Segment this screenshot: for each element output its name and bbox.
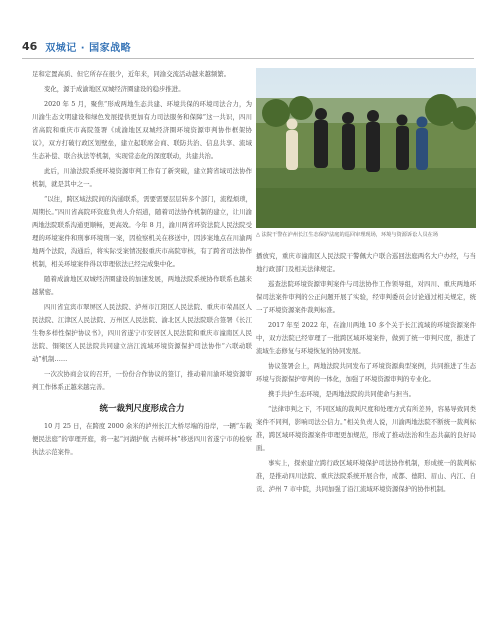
- paragraph: 随着成渝地区双城经济圈建设的加速发展，两地法院系统协作联系也越来越紧密。: [32, 275, 252, 296]
- paragraph: 协议签署会上，两地法院共同发布了环境资源典型案例，共同推进了生态环境与资源保护审判的一体化，加强了环境资源审判的专业化。: [256, 362, 476, 383]
- paragraph: 播放究，重庆市潼南区人民法院干警佩大户联合巡回法庭两名大户办经，与当地行政部门及相关法律规定。: [256, 252, 476, 273]
- paragraph: 四川省宜宾市翠屏区人民法院、泸州市江阳区人民法院、重庆市荣昌区人民法院、江津区人民法院、万州区人民法院、渝北区人民法院联合签署《长江生物多样性保护协议书》，四川省遂宁市安居区人民法院和重庆市潼南区人民法院、铜梁区人民法院共同建立涪江流域环境资源保护司法协作“六联动联动”机制……: [32, 303, 252, 363]
- right-column: [256, 250, 476, 498]
- paragraph: 巡查法院环境资源审判案件与司法协作工作领导组，对四川、重庆两地环保司法案件审判的公正问题开展了实验，经审判委员会讨论通过相关规定，统一了环境资源案件裁判标准。: [256, 280, 476, 314]
- page-number: 46: [22, 39, 38, 53]
- paragraph: 2017 年至 2022 年，在渝川两地 10 多个关于长江流域的环境资源案件中，双方法院已经审理了一批跨区域环境案件，做到了统一审判尺度，推进了流域生态修复与环境恢复的协同发展。: [256, 321, 476, 355]
- paragraph: 10 月 25 日，在跨度 2000 余米的泸州长江大桥尽端的沿岸，一辆“车载便民法庭”的审理开庭，将一起“河湖护航 古树环林”移送四川省遂宁市的检察执法示范案件。: [32, 422, 252, 456]
- paragraph: “法律审判之下，不同区域的裁判尺度和处理方式有所差异，容易导致同类案件不同判，影响司法公信力。”相关负责人说，川渝两地法院不断统一裁判标准，跨区域环境资源案件审理更加规范，形成了推动法治和生态共赢的良好局面。: [256, 405, 476, 452]
- paragraph: 2020 年 5 月，聚焦“形成两地生态共建、环境共保的环境司法合力，为川渝生态文明建设和绿色发展提供更加有力司法服务和保障”这一共识，四川省高院和重庆市高院签署《成渝地区双城经济圈环境资源审判协作框架协议》，双方打破行政区划壁垒，建立起联席会商、联防共治、信息共享、流域生态补偿、联合执法等机制，实现常态化的深度联动，共建共治。: [32, 100, 252, 160]
- page-header: [22, 39, 131, 53]
- photo-caption: △ 法院干警在泸州长江生态保护法庭的巡回审理现场，环境与资源诉讼人员在场: [256, 232, 439, 238]
- paragraph: 足和定置高质、但它所存在很少，近年来，同渝交流活动越来越频繁。: [32, 70, 231, 78]
- left-column: [32, 68, 252, 461]
- header-rule: [22, 58, 474, 59]
- paragraph: 变化，源于成渝地区双城经济圈建设的稳步推进。: [44, 85, 185, 93]
- paragraph: 一次次协商会议的召开，一份份合作协议的签订，推动着川渝环境资源审判工作体系正越来越完善。: [32, 370, 252, 391]
- section-title: 双城记 · 国家战略: [45, 42, 132, 54]
- paragraph: “以往，跨区域法院间的沟通联系，需要需要层层转多个部门，流程烦琐，周期长。”四川省高院环资庭负责人介绍道，随着司法协作机制的建立，让川渝两地法院联系沟通更顺畅，更高效。今年 8 月，渝川两省环资法院人民法院受理的环境案件和刑事环境刑一案，因检察机关在移送中，因涉案地点在川渝两地两个法院，沟通后，将实际受案情况报重庆市高院审核，有了跨省司法协作机制，相关环境案件得以审理依法已经完成集中化。: [32, 195, 252, 268]
- paragraph: 事实上，探索建立跨行政区域环境保护司法协作机制，形成统一的裁判标准，是推动四川法院、重庆法院系统开展合作，成都、德阳、眉山、内江、自贡、泸州 7 市中院，共同加强了沿江流域环境资源保护的协作机制。: [256, 459, 476, 493]
- paragraph: 此后，川渝法院系统环境资源审判工作有了新突破，建立跨省域司法协作机制，就是其中之一。: [32, 167, 252, 188]
- subheading: 统一裁判尺度形成合力: [99, 404, 185, 414]
- court-scene-photo: [256, 68, 476, 228]
- paragraph: 携手共护生态环境，是两地法院的共同使命与担当。: [268, 390, 415, 398]
